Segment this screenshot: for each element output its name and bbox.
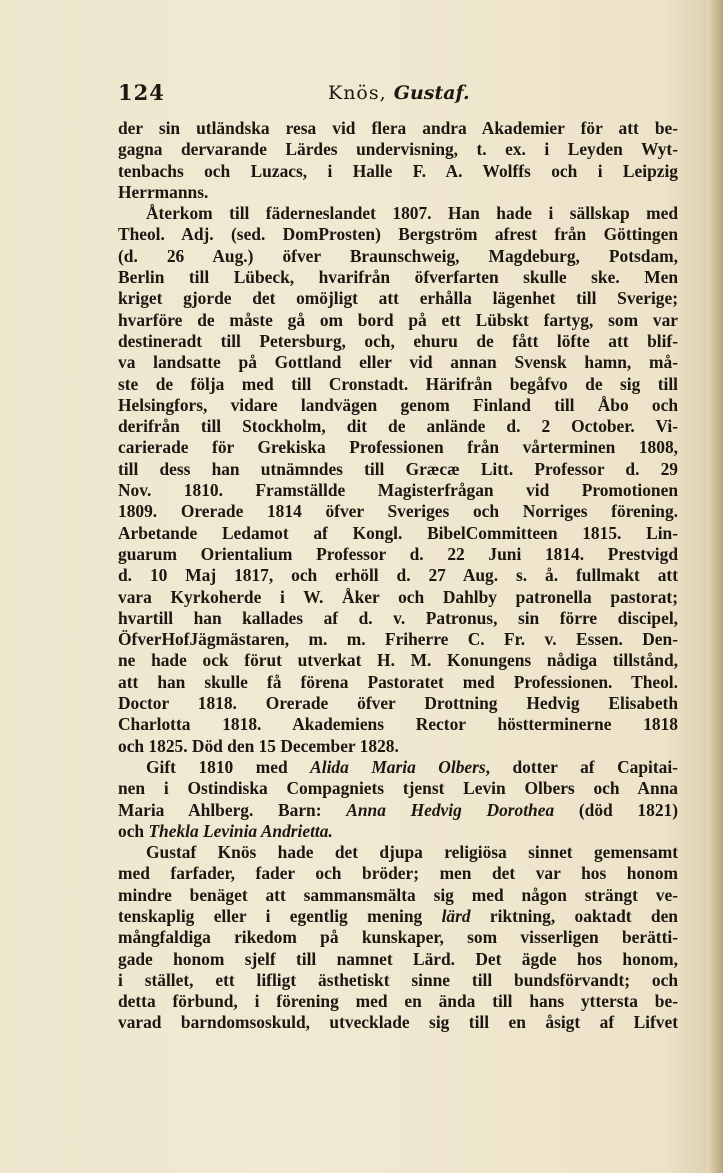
text-line: destineradt till Petersburg, och, ehuru de fått löfte att blif- [118, 330, 678, 351]
text-run: Gift 1810 med [146, 756, 311, 777]
text-line [118, 821, 678, 842]
text-line: Doctor 1818. Orerade öfver Drottning Hedvig Elisabeth [118, 693, 678, 714]
text-line: med farfader, fader och bröder; men det var hos honom [118, 863, 678, 884]
text-line: gade honom sjelf till namnet Lärd. Det ägde hos honom, [118, 948, 678, 969]
text-line: Berlin till Lübeck, hvarifrån öfverfarten skulle ske. Men [118, 267, 678, 288]
text-line [118, 800, 678, 821]
text-line: nen i Ostindiska Compagniets tjenst Levin Olbers och Anna [118, 778, 678, 799]
text-line: mindre benäget att sammansmälta sig med någon strängt ve- [118, 884, 678, 905]
text-line: ne hade ock förut utverkat H. M. Konungens nådiga tillstånd, [118, 650, 678, 671]
text-line: Herrmanns. [118, 181, 209, 202]
text-line: ste de följa med till Cronstadt. Härifrån begåfvo de sig till [118, 373, 678, 394]
text-line: mångfaldiga rikedom på kunskaper, som visserligen berätti- [118, 927, 678, 948]
text-run: riktning, oaktadt den [470, 905, 678, 926]
text-line: Arbetande Ledamot af Kongl. BibelCommitteen 1815. Lin- [118, 522, 678, 543]
text-line: tenbachs och Luzacs, i Halle F. A. Wolffs och i Leipzig [118, 160, 678, 181]
text-line: Helsingfors, vidare landvägen genom Finland till Åbo och [118, 394, 678, 415]
page-edge [707, 0, 723, 1173]
text-run: tenskaplig eller i egentlig mening [118, 905, 442, 926]
text-line: Charlotta 1818. Akademiens Rector höstterminerne 1818 [118, 714, 678, 735]
page-number: 124 [118, 80, 165, 105]
text-line: i stället, ett lifligt ästhetiskt sinne till bundsförvandt; och [118, 969, 678, 990]
text-line: och 1825. Död den 15 December 1828. [118, 735, 399, 756]
text-line: vara Kyrkoherde i W. Åker och Dahlby patronella pastorat; [118, 586, 678, 607]
text-run: Maria Ahlberg. Barn: [118, 799, 347, 820]
text-line: d. 10 Maj 1817, och erhöll d. 27 Aug. s. å. fullmakt att [118, 565, 678, 586]
text-line [118, 906, 678, 927]
text-line: Theol. Adj. (sed. DomProsten) Bergström afrest från Göttingen [118, 224, 678, 245]
running-head-name: Gustaf. [393, 82, 470, 104]
emphasis: lärd [441, 905, 471, 926]
running-head [328, 82, 470, 104]
text-line: kriget gjorde det omöjligt att erhålla lägenhet till Sverige; [118, 288, 678, 309]
text-line: gagna dervarande Lärdes undervisning, t. ex. i Leyden Wyt- [118, 139, 678, 160]
text-line: varad barndomsoskuld, utvecklade sig till en åsigt af Lifvet [118, 1012, 678, 1033]
text-run: , dotter af Capitai- [485, 756, 678, 777]
text-line: guarum Orientalium Professor d. 22 Juni 1814. Prestvigd [118, 543, 678, 564]
running-head-surname: Knös, [328, 82, 387, 104]
child-name: Anna Hedvig Dorothea [346, 799, 555, 820]
child-name: Thekla Levinia Andrietta. [148, 820, 333, 841]
text-line: hvarföre de måste gå om bord på ett Lübskt fartyg, som var [118, 309, 678, 330]
text-line: derifrån till Stockholm, dit de anlände d. 2 October. Vi- [118, 416, 678, 437]
text-line [118, 757, 678, 778]
text-line: hvartill han kallades af d. v. Patronus, sin förre discipel, [118, 607, 678, 628]
text-run: och [118, 820, 149, 841]
text-line: Nov. 1810. Framställde Magisterfrågan vid Promotionen [118, 480, 678, 501]
text-line: till dess han utnämndes till Græcæ Litt. Professor d. 29 [118, 458, 678, 479]
page-header [118, 74, 678, 108]
text-line: va landsatte på Gottland eller vid annan Svensk hamn, må- [118, 352, 678, 373]
spouse-name: Alida Maria Olbers [310, 756, 486, 777]
text-line: detta förbund, i förening med en ända till hans yttersta be- [118, 991, 678, 1012]
text-line: ÖfverHofJägmästaren, m. m. Friherre C. Fr. v. Essen. Den- [118, 629, 678, 650]
text-line: der sin utländska resa vid flera andra Akademier för att be- [118, 118, 678, 138]
body-text [118, 118, 678, 1034]
text-line: (d. 26 Aug.) öfver Braunschweig, Magdeburg, Potsdam, [118, 245, 678, 266]
text-line: carierade för Grekiska Professionen från vårterminen 1808, [118, 437, 678, 458]
text-line: Återkom till fäderneslandet 1807. Han hade i sällskap med [146, 203, 678, 224]
text-line: Gustaf Knös hade det djupa religiösa sinnet gemensamt [146, 842, 678, 863]
text-line: att han skulle få förena Pastoratet med Professionen. Theol. [118, 671, 678, 692]
text-run: (död 1821) [554, 799, 678, 820]
text-line: 1809. Orerade 1814 öfver Sveriges och Norriges förening. [118, 501, 678, 522]
